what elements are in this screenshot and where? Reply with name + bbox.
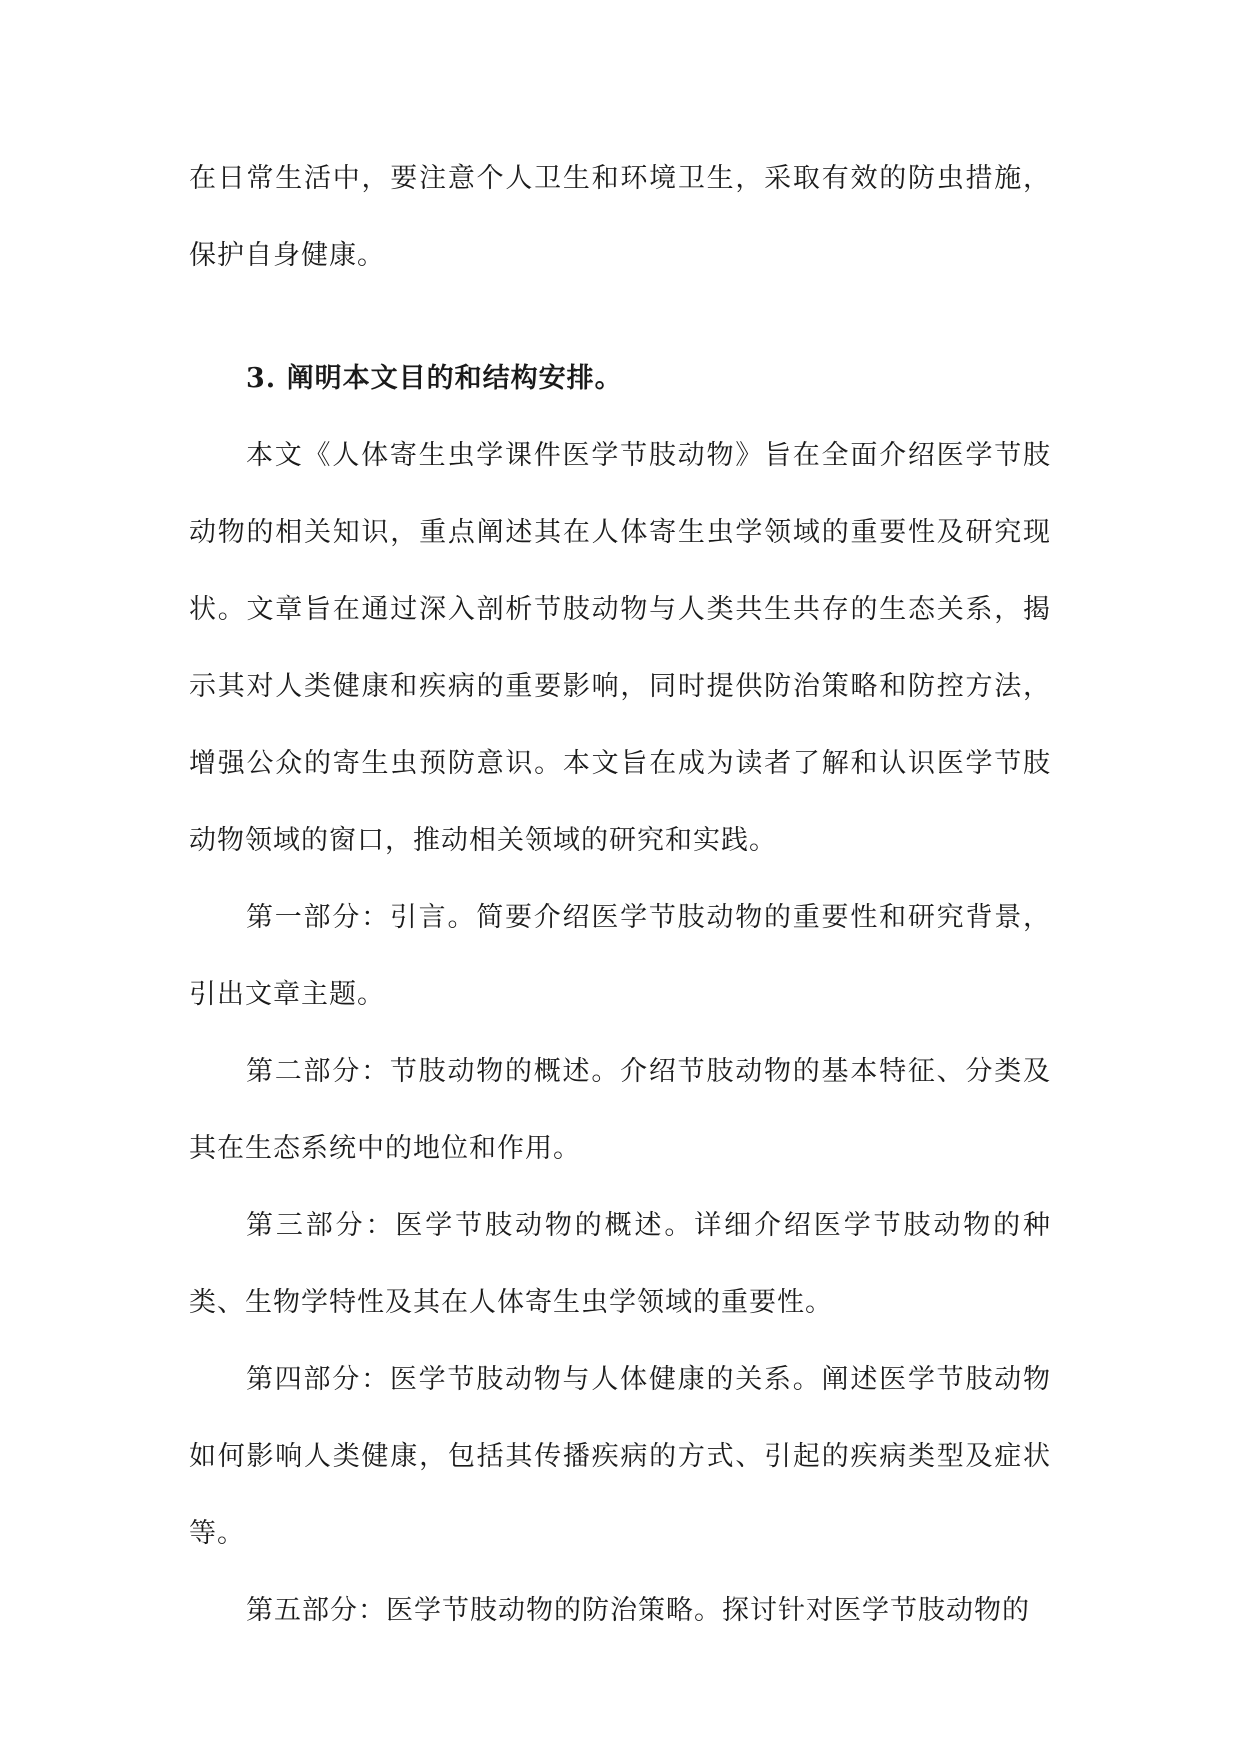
paragraph-part-1: 第一部分：引言。简要介绍医学节肢动物的重要性和研究背景，引出文章主题。	[189, 902, 1051, 1010]
document-body	[189, 140, 1051, 1649]
paragraph-part-4: 第四部分：医学节肢动物与人体健康的关系。阐述医学节肢动物如何影响人类健康，包括其传播疾病的方式、引起的疾病类型及症状等。	[189, 1364, 1051, 1549]
paragraph-part-2: 第二部分：节肢动物的概述。介绍节肢动物的基本特征、分类及其在生态系统中的地位和作用。	[189, 1056, 1051, 1164]
paragraph-purpose: 本文《人体寄生虫学课件医学节肢动物》旨在全面介绍医学节肢动物的相关知识，重点阐述其在人体寄生虫学领域的重要性及研究现状。文章旨在通过深入剖析节肢动物与人类共生共存的生态关系，揭示其对人类健康和疾病的重要影响，同时提供防治策略和防控方法，增强公众的寄生虫预防意识。本文旨在成为读者了解和认识医学节肢动物领域的窗口，推动相关领域的研究和实践。	[189, 440, 1051, 856]
paragraph-part-5: 第五部分：医学节肢动物的防治策略。探讨针对医学节肢动物的	[246, 1595, 1030, 1626]
paragraph-hygiene: 在日常生活中，要注意个人卫生和环境卫生，采取有效的防虫措施，保护自身健康。	[189, 163, 1051, 271]
paragraph-part-3: 第三部分：医学节肢动物的概述。详细介绍医学节肢动物的种类、生物学特性及其在人体寄生虫学领域的重要性。	[189, 1210, 1051, 1318]
section-heading-3: 3. 阐明本文目的和结构安排。	[246, 363, 623, 394]
